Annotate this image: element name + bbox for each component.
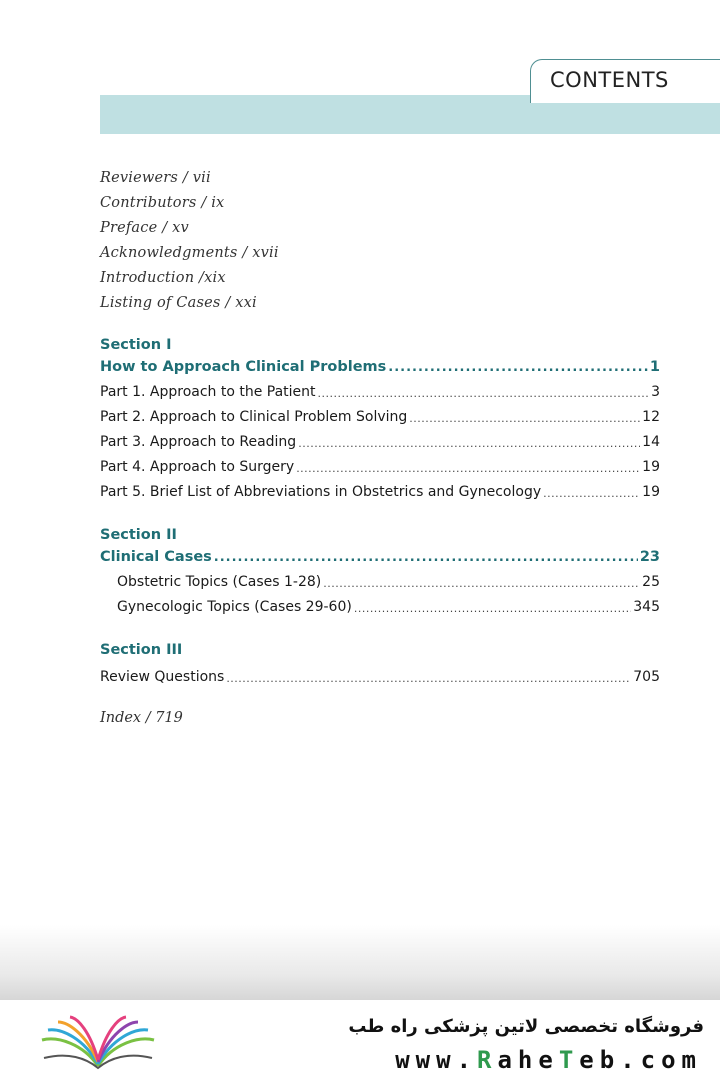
toc-entry-page: 1: [649, 359, 660, 375]
toc-entry-section-title[interactable]: [100, 545, 660, 565]
index-entry[interactable]: Index / 719: [100, 710, 183, 726]
front-matter-item: Contributors / ix: [100, 195, 225, 211]
toc-entry-label: Part 3. Approach to Reading: [100, 434, 297, 450]
toc-entry-page: 3: [651, 384, 660, 400]
leader-dots: [296, 462, 640, 475]
front-matter-item: Reviewers / vii: [100, 170, 211, 186]
toc-entry[interactable]: [100, 455, 660, 475]
toc-entry[interactable]: [100, 665, 660, 685]
toc-entry[interactable]: [100, 430, 660, 450]
leader-dots: [409, 412, 640, 425]
toc-entry-label: Part 2. Approach to Clinical Problem Solving: [100, 409, 408, 425]
toc-entry-page: 12: [642, 409, 660, 425]
section-heading: Section III: [100, 642, 183, 658]
toc-entry[interactable]: [117, 570, 660, 590]
toc-entry-label: Part 4. Approach to Surgery: [100, 459, 295, 475]
url-part: R: [477, 1046, 498, 1074]
toc-entry-label: How to Approach Clinical Problems: [100, 359, 387, 375]
toc-entry-page: 705: [633, 669, 660, 685]
front-matter-item: Listing of Cases / xxi: [100, 295, 257, 311]
toc-entry-label: Part 1. Approach to the Patient: [100, 384, 316, 400]
toc-entry-page: 19: [642, 484, 660, 500]
toc-entry-page: 25: [642, 574, 660, 590]
toc-entry-section-title[interactable]: [100, 355, 660, 375]
leader-dots: [226, 672, 631, 685]
section-heading: Section I: [100, 337, 172, 353]
open-book-logo-icon: [38, 1014, 158, 1070]
url-part: ahe: [497, 1046, 559, 1074]
url-part: eb.com: [579, 1046, 702, 1074]
leader-dots: [388, 360, 648, 375]
toc-entry-page: 19: [642, 459, 660, 475]
leader-dots: [323, 577, 640, 590]
toc-entry-label: Gynecologic Topics (Cases 29-60): [117, 599, 352, 615]
page-title: CONTENTS: [550, 68, 669, 92]
leader-dots: [214, 550, 638, 565]
toc-entry[interactable]: [117, 595, 660, 615]
toc-entry-page: 345: [633, 599, 660, 615]
toc-entry-label: Obstetric Topics (Cases 1-28): [117, 574, 322, 590]
toc-entry-label: Review Questions: [100, 669, 225, 685]
toc-entry[interactable]: [100, 405, 660, 425]
leader-dots: [354, 602, 631, 615]
leader-dots: [543, 487, 640, 500]
url-part: www.: [395, 1046, 478, 1074]
front-matter-item: Preface / xv: [100, 220, 189, 236]
front-matter-item: Introduction /xix: [100, 270, 226, 286]
section-heading: Section II: [100, 527, 177, 543]
shop-name: فروشگاه تخصصی لاتین پزشکی راه طب: [348, 1016, 704, 1037]
leader-dots: [298, 437, 640, 450]
leader-dots: [318, 387, 650, 400]
front-matter-item: Acknowledgments / xvii: [100, 245, 279, 261]
url-part: T: [558, 1046, 580, 1074]
toc-entry-page: 14: [642, 434, 660, 450]
toc-entry[interactable]: [100, 480, 660, 500]
toc-entry-label: Part 5. Brief List of Abbreviations in Obstetrics and Gynecology: [100, 484, 542, 500]
shop-url[interactable]: [395, 1046, 702, 1074]
watermark-footer: [0, 1000, 720, 1080]
toc-entry-label: Clinical Cases: [100, 549, 212, 565]
toc-entry-page: 23: [639, 549, 660, 565]
toc-entry[interactable]: [100, 380, 660, 400]
front-matter-list: [100, 166, 279, 316]
